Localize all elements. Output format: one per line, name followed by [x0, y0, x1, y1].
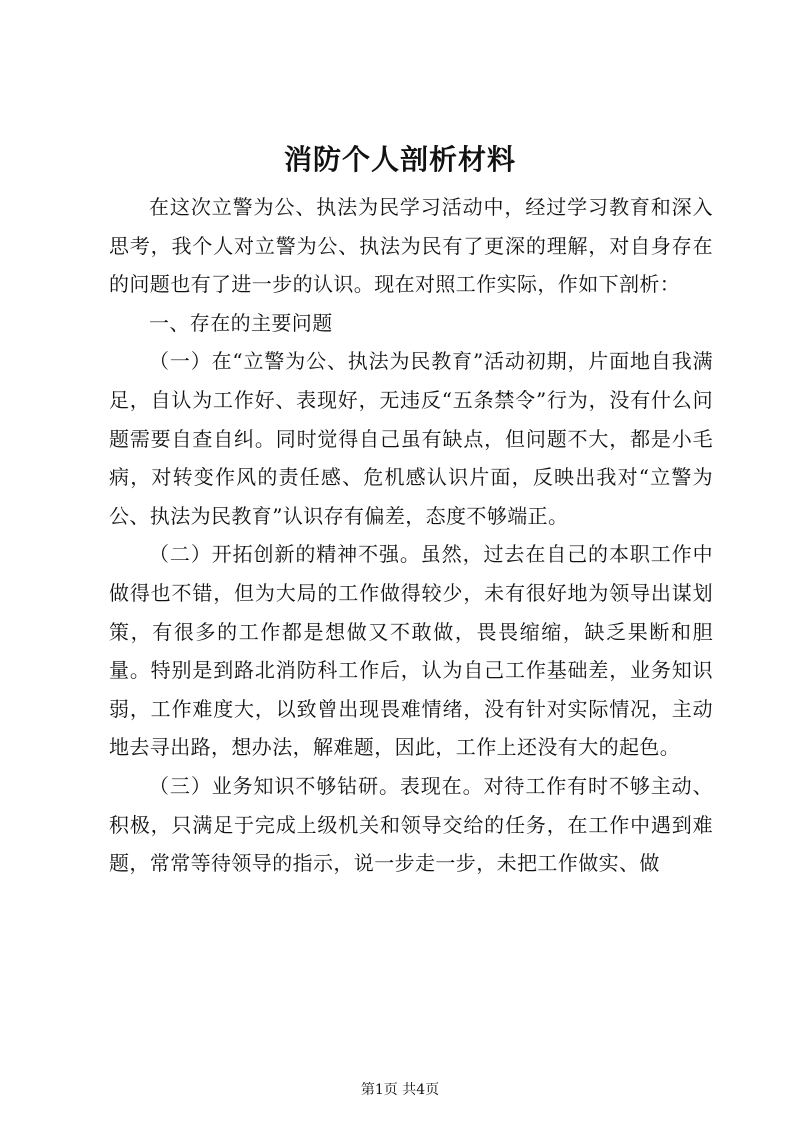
- problem-paragraph-2: （二）开拓创新的精神不强。虽然，过去在自己的本职工作中做得也不错，但为大局的工作做得较少，未有很好地为领导出谋划策，有很多的工作都是想做又不敢做，畏畏缩缩，缺乏果断和胆量。特别是到路北消防科工作后，认为自己工作基础差，业务知识弱，工作难度大，以致曾出现畏难情绪，没有针对实际情况，主动地去寻出路，想办法，解难题，因此，工作上还没有大的起色。: [109, 542, 713, 760]
- document-body: [109, 188, 713, 883]
- problem-paragraph-1: （一）在“立警为公、执法为民教育”活动初期，片面地自我满足，自认为工作好、表现好，无违反“五条禁令”行为，没有什么问题需要自查自纠。同时觉得自己虽有缺点，但问题不大，都是小毛病，对转变作风的责任感、危机感认识片面，反映出我对“立警为公、执法为民教育”认识存有偏差，态度不够端正。: [109, 349, 713, 528]
- section-heading-main-problems: 一、存在的主要问题: [149, 310, 333, 335]
- problem-paragraph-3: （三）业务知识不够钻研。表现在。对待工作有时不够主动、积极，只满足于完成上级机关和领导交给的任务，在工作中遇到难题，常常等待领导的指示，说一步走一步，未把工作做实、做: [109, 773, 713, 876]
- document-title: 消防个人剖析材料: [283, 143, 516, 176]
- intro-paragraph: 在这次立警为公、执法为民学习活动中，经过学习教育和深入思考，我个人对立警为公、执法为民有了更深的理解，对自身存在的问题也有了进一步的认识。现在对照工作实际，作如下剖析：: [109, 195, 713, 297]
- page-footer: 第1页 共4页: [360, 1082, 440, 1098]
